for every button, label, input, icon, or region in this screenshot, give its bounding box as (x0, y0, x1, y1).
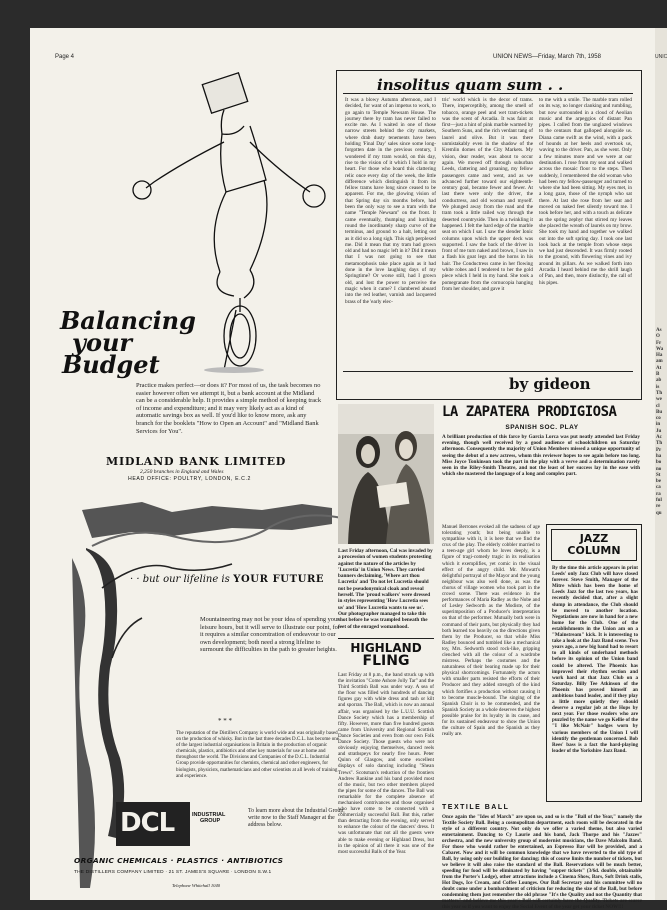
dcl-tagline: ORGANIC CHEMICALS · PLASTICS · ANTIBIOTICS (74, 856, 284, 865)
adjacent-page-fragment: ca (656, 485, 661, 491)
adjacent-page-fragment: in (656, 422, 661, 428)
adjacent-page-fragment: B (656, 372, 660, 378)
insolitus-title-bar (343, 75, 633, 94)
insolitus-col2: tric' world which is the decor of trams. There, imperceptibly, among the smell of tobacco, orange peel and wet tram-tickets was the scent of Arcadia. It was faint at first—just a hint of pink marble warmed by Southern Suns, and the rich verdant tang of laurel and olive. But it was there unmistakably even in the shadow of the Kremlin domes of the City Markets. My vision, dear reader, was about to occur again. We moved off through suburban Leeds, clattering and groaning, my fellow passengers came and went, and as we advanced further toward our eighteenth-century goal, became fewer and fewer. At last there were only the driver, the conductress, and old woman and myself. We plunged away from the road and the tram took a little railed way through the deserted countryside. Then in a twinkling it happened. I felt the hard edge of the marble seat on which I sat. I saw the slender Ionic columns upon which the upper deck was supported. I saw the back of the driver in front of me turn naked and brown, I saw in a flash his goat legs and the horns in his hair. The Conductress came in her flowing white robes and I tendered to her the gold piece which I held in my hand. She took a pomegranate from the cornucopia hanging from her shoulder, and gave it (442, 97, 533, 292)
textile-ball-title: TEXTILE BALL (442, 804, 510, 811)
dcl-logo-sub2: GROUP (200, 818, 221, 824)
midland-headline-line2: your (72, 328, 133, 357)
publication-name: UNION NEWS (493, 54, 532, 60)
jazz-column-box (546, 524, 642, 802)
adjacent-page-fragment: no (656, 466, 662, 472)
jazz-title-line2: COLUMN (567, 544, 621, 557)
dcl-intro: Mountaineering may not be your idea of spending your leisure hours, but it will serve to illustrate our point, for it requires a similar concentration of endeavour to our own development; both need a strong lifeline to surmount the difficulties in the path to greater heights. (200, 616, 340, 654)
dcl-contact-text: To learn more about the Industrial Group, write now to the Staff Manager at the address below. (248, 808, 345, 828)
midland-head-office: HEAD OFFICE: POULTRY, LONDON, E.C.2 (128, 476, 252, 482)
women-students-photo (338, 404, 434, 544)
adjacent-page-fragment: St (656, 472, 661, 478)
adjacent-page-fragment: At (656, 365, 662, 371)
highland-title-line2: FLING (362, 653, 410, 669)
adjacent-page-fragment: qu (656, 510, 662, 516)
midland-headline (60, 306, 196, 379)
zapatera-lead: A brilliant production of this farce by Garcia Lorca was put neatly attended last Friday evening, though well received by a good audience of schoolchildren on Saturday afternoon. Consequently the majority of Union Members missed a unique opportunity of seeing the debut of a new actress, whom this reviewer hopes to see again before too long. Miss Joyce Tonkinson took the part in the play with a verve and a determination rarely seen in the Riley-Smith Theatre, and not the least of her success lay in the ease with which she mastered the language of a long and complex part. (442, 434, 640, 478)
adjacent-page-fragment: cl (656, 403, 660, 409)
adjacent-page-fragment: Th (656, 390, 663, 396)
insolitus-rule (343, 371, 633, 372)
midland-bank-name: MIDLAND BANK LIMITED (106, 455, 287, 468)
adjacent-page-fragment: is (656, 384, 660, 390)
insolitus-col1: It was a blowy Autumn afternoon, and I decided, for want of an impetus to work, to go again to Temple Newsam House. The journey there by tram has never failed to excite me. As I waited in one of those narrow streets behind the city markets, where drab dusty tenements have been holding 'Final Day' sales since some long-forgotten date in the previous century, I wondered if my tram would, on this day, rise to the vision of it which I hold in my heart. For those who board this clattering relic once every day of the week, the little difference which distinguish it from its fellow trams have long since ceased to be apparent. For me, the glowing vision of that Spring day six months before, had been the only way to see a tram with the name "Temple Newsam" on the front. It came eventually, thumping and lurching round the inordinately sharp curve of the terminus, and ground to a halt, letting out as it did so a long sigh. This sigh perplexed me. Did it mean that my tram had grown old and had no magic left in it? Did it mean that I was not going to see that metamorphosis take place again as it had done in the love laughing days of my Springtime? Or worse still, had I grown old, and lost the power to perceive the magic when it came? I clambered aboard into the red leather, varnish and lacquered brass of the 'early elec- (345, 97, 436, 305)
adjacent-page-fragment: we (656, 397, 662, 403)
highland-rule (338, 638, 434, 639)
dcl-ad (72, 498, 352, 898)
adjacent-page-fragment: Th (656, 441, 663, 447)
adjacent-page-masthead: UNIC (655, 54, 667, 60)
adjacent-page-fragment: Bu (656, 409, 663, 415)
newspaper-page (30, 28, 656, 910)
dcl-logo-sub (192, 812, 225, 824)
dcl-headline-part2: our lifeline is (163, 574, 230, 585)
dcl-body: The reputation of the Distillers Company is world wide and was originally based on the production of whisky. But in the last three decades D.C.L. has become one of the largest industrial organisations in Britain in the production of organic chemicals, plastics, antibiotics and other key materials for use at home and throughout the world. The Divisions and Companies of the D.C.L. Industrial Group provide opportunities for chemists, chemical and other engineers, for biologists, physicists, mathematicians and other scientists at all levels of training and experience. (176, 731, 339, 779)
adjacent-page-fragment: ful (656, 498, 662, 504)
adjacent-page-fragment: re (656, 504, 661, 510)
insolitus-col3: to me with a smile. The marble tram rolled on its way, no longer clanking and rumbling, but now surrounded in a cloud of Aeolian music and the arpeggios of distant Pan pipes. I called from the unglazed windows to the centaurs that galloped alongside us. Diana came swift as the wind, with a pack of hounds at her heels and overtook us, waving to the driver. Pan, as she went. Only a few minutes more and we were at our destination. I rose from my seat and walked across the mosaic floor to the steps. Then suddenly, I remembered the old woman who had been my fellow-passenger and turned to where she had been sitting. My eyes met, in a long gaze, those of the nymph who sat there. At last she rose from her seat and moved on naked feet silently toward me. I took before her, and with a touch as delicate as the spring zephyr that stirred my leaves she placed the wreath of laurels on my brow. She took my hand and together we walked out into the soft spring day. I took one last look back at the temple from whose steps we had just descended. It was firmly rooted to the ground, with flowering vines and ivy around its pillars. As we walked forth into Arcadia I heard behind me the shrill laugh of Pan, and then, more distinctly, the call of his pipes. (539, 97, 632, 286)
adjacent-page-fragment: ha (656, 453, 662, 459)
issue-date: —Friday, March 7th, 1958 (532, 54, 601, 60)
highland-title (346, 642, 426, 668)
midland-branches: 2,250 branches in England and Wales (140, 469, 224, 475)
dcl-headline-part3: YOUR FUTURE (233, 574, 325, 585)
highland-title-line1: HIGHLAND (350, 641, 422, 655)
adjacent-page-fragment: be (656, 479, 661, 485)
zapatera-article (442, 404, 642, 431)
midland-body: Practice makes perfect—or does it? For most of us, the task becomes no easier however often we attempt it, but a bank account at the Midland can be a considerable help. It provides a simple method of keeping track of income and expenditure; and it may very likely act as a kind of automatic savings box as well. If you'd like to know more, ask any branch for the booklets "How to Open an Account" and "Midland Bank Services for You". (136, 382, 322, 435)
adjacent-page-fragment: Fr (656, 340, 662, 346)
midland-headline-line3: Budget (62, 350, 160, 379)
dcl-stars: * * * (218, 717, 232, 725)
highland-body: Last Friday at 8 p.m., the band struck up with the invitation "Come Ashore Jolly Tar" and the Third Scottish Ball was under way. A sea of the floor was filled with hundreds of dancing figures gay with white dress and tash or kilt and sporran. The Ball, which is now an annual affair, was organised by the L.U.U. Scottish Dance Society which has a membership of fifty. However, more than five hundred guests came from University and Regional Scottish Dance Societies and even from our own Folk Dance Society. Those guests who were not obviously enjoying themselves, danced reels and strathspeys for nearly five hours. Peter Quinn of Glasgow, and some excellent displays of solo dancing including "Shean Trews". Scotsman's reduction of the frontiers Andrew Rankine and his band provided most of the music, but two other members played the pipes for some of the dances. The Ball was remarkable for the complete absence of mechanised contrivances and those organised who have come to be connected with a commercially successful Ball. But this, rather than detracting from the evening, only served to enhance the colour of the dancers' dress. It was unfortunate that not all the guests were able to make evening or Highland Dress, but in the opinion of all there it was one of the most successful Balls of the Year. (338, 672, 434, 855)
jazz-column-title (551, 529, 637, 561)
adjacent-page-edge (655, 28, 667, 900)
adjacent-page-fragment: am (656, 359, 663, 365)
textile-ball-body: Once again the "Ides of March" are upon us, and so is the "Ball of the Year," namely the Textile Society Ball. Being a cosmopolitan department, each room will be decorated in the style of a different country. Not only do we offer a varied theme, but also varied entertainment. Dancing to Cy Laurie and his band, Jack Thorpe and his "Jazzes" orchestra, and the new university group of modernist musicians, the Dave Malcolm Band. For those who would rather be entertained, an Espresso Bar will be provided, and a Cabaret. Now and it will be common knowledge that we have reverted to the old type of Ball, by using only our building for dancing; this of course limits the number of tickets, but we believe it will also raise the standard of the Ball. Reservations will be much better, speeding for food will be eliminated by having "supper tickets" (3/6d. double, obtainable from the Porter's Lodge), other attractions include a Cinema Show, Bars, Soft Drink stalls, Hot Dogs, Ice Cream, and Coffee Lounges. Our Ball Secretary and his committee will no doubt come under a bombardment of criticism for reducing the size of the Ball, but before condemning them just remember the old phrase "It's the Quality and not the Quantity that matters" and believe me this year's Ball will certainly have the Quality. Tickets are scarce this year so if you want to enjoy the Social Event of the year get your ticket NOW!!! (442, 814, 642, 910)
dcl-headline-part1: · · but (130, 574, 160, 585)
insolitus-title: insolitus quam sum . . (377, 76, 564, 94)
adjacent-page-fragment: co (656, 416, 661, 422)
midland-headline-line1: Balancing (60, 306, 196, 335)
jazz-column-body: By the time this article appears in print Leeds' only Jazz Club will have closed forever. Steve Smith, Manager of the Mitre which has been the home of Leeds Jazz for the last two years, has recently decided that, after a slight slump in attendance, the Club should be moved to another location. Negotiations are now in hand for a new home for the Club. One of the establishments in the Union am on a "Mainstream" kick. It is interesting to take a look at the Jazz Band scene. Two years ago, a new big band had to resort to all kinds of underhand methods before its opinion of the Union band could be altered. The Phoenix has improved their rhythm section and work hard at that Jazz Club on a Saturday. Billy Tee Atkinson of the Phoenix has proved himself an ambitious band leader, and if they play a little more quietly they should deserve a regular job at the Hops by next year. For those readers who are puzzled by the name we go Kellie of the "I like McNair" badges worn by various members of the Union I will identify the gentleman concerned. Bob Rees' bass is a fact the hard-playing leader of the Yorkshire Jazz Band. (552, 565, 638, 754)
adjacent-page-fragment: Ju (656, 428, 662, 434)
adjacent-page-fragment: As (656, 328, 662, 333)
zapatera-body: Manuel Berrones evoked all the sadness of age tolerating youth; but being unable to sympathise with it, it is here that we find the crux of the play. The elderly cobbler married to a teen-age girl whom he loves deeply, is a figure of tragi-comedy tragic in its realisation which it exemplifies, yet comic in the visual effect of the angry child. Mr. Mowatt's delightful portrayal of the Mayor and the young neighbour was also well done, as was the chorus of village women who took part in the crowd scene. There was evidence in the performances of Maria Radley as the Nobe and of Lesley Sedworth as the Modiste, of the superimposition of a Producer's interpretation on that of the performer. Mutually both were in command of their parts, but physically they had both learned too heavily on the directions given them by the Producer, so that while Miss Radley bounced and tumbled like a mechanical toy, Mrs. Sedworth stood rock-like, gripping clenched with all the colour of a wardrobe mistress. Perhaps the costumes and the naturalness of their bearing made up for their physical shortcomings. Fortunately the actors with smaller parts resisted the efforts of their Producer and they added strength of the kind which fortifies a production without causing it to become muscle-bound. The singing of the Spanish Choir is to be commended, and the Spanish Society as a whole deserves the highest possible praise for its loyalty in its cause, and for its sustained endeavour to show the Union the culture of Spain and the Spanish as they really are. (442, 524, 540, 738)
dcl-logo-letters: DCL (120, 808, 175, 838)
adjacent-page-fragment: O (656, 334, 660, 340)
dcl-headline (130, 574, 324, 585)
adjacent-page-fragment: bo (656, 460, 662, 466)
dcl-logo-sub1: INDUSTRIAL (192, 812, 226, 818)
adjacent-page-fragment: Wa (656, 346, 664, 352)
insolitus-byline: by gideon (509, 375, 591, 393)
adjacent-page-fragment: Pr (656, 447, 662, 453)
page-number: Page 4 (55, 54, 75, 60)
adjacent-page-fragments (656, 328, 663, 517)
midland-bank-ad (44, 72, 329, 475)
insolitus-article (336, 70, 642, 400)
dcl-telephone: Telephone Whitehall 1040 (172, 883, 221, 888)
adjacent-page-fragment: Ac (656, 435, 662, 441)
adjacent-page-fragment: Ha (656, 353, 663, 359)
masthead-publication (493, 54, 601, 60)
adjacent-page-fragment: ra (656, 491, 661, 497)
adjacent-page-fragment: ab (656, 378, 662, 384)
zapatera-title: LA ZAPATERA PRODIGIOSA (442, 404, 617, 420)
zapatera-subtitle: SPANISH SOC. PLAY (505, 424, 579, 431)
dcl-logo (116, 802, 190, 846)
dcl-address: THE DISTILLERS COMPANY LIMITED · 21 ST. JAMES'S SQUARE · LONDON S.W.1 (74, 870, 272, 875)
jazz-title-line1: JAZZ (579, 532, 609, 545)
protest-photo (338, 404, 434, 544)
mountaineer-rope-illustration (72, 498, 352, 898)
protest-photo-caption: Last Friday afternoon, Cal was invaded by a procession of women students protesting against the nature of the articles by 'Lucretia' in Union News. They carried banners declaiming, 'Where art thou Lucretia' and 'Do not let Lucretia should not be pseudonymical cloak and reveal herself. The 'proud walkers' were dressed in styles representing 'How Lucretia sees us' and 'How Lucretia wants to see us'. Our photographer managed to take this shot before he was trampled beneath the feet of the enraged womanhood. (338, 548, 433, 630)
